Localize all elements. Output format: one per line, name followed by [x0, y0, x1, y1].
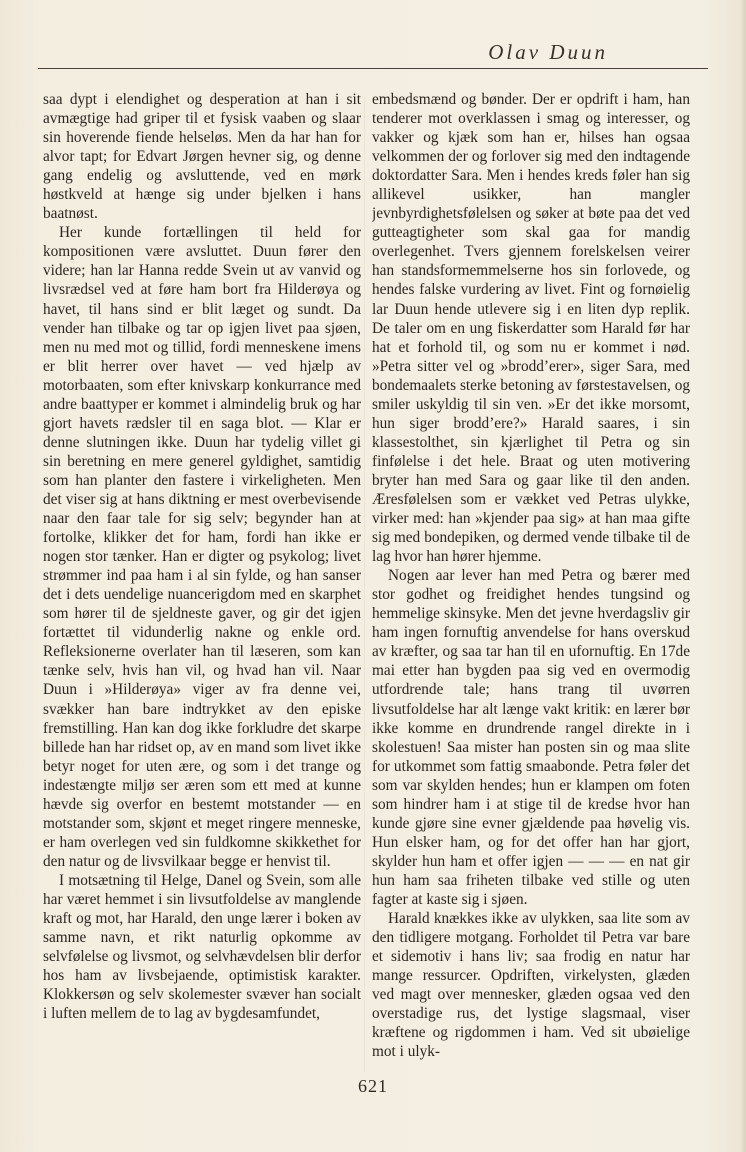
page-number: 621 [358, 1076, 388, 1096]
paragraph: Nogen aar lever han med Petra og bærer med stor godhet og freidighet hendes tungsind og hemmelige skinsyke. Men det jevne hverdagsliv gir ham ingen fornuftig anvendelse for hans overskud av kræfter, og saa tar han til en ufornuftig. En 17de mai etter han bygden paa sig ved en overmodig utfordrende tale; hans trang til uvørren livsutfoldelse har alt længe vakt kritik: en lærer bør ikke komme en drundrende rangel direkte in i skolestuen! Saa mister han posten sin og maa slite for utkommet som fattig smaabonde. Petra føler det som var skylden hendes; hun er klampen om foten som hindrer ham i at stige til de kredse hvor han kunde gjøre sine evner gjældende paa høvelig vis. Hun elsker ham, og for det offer han har gjort, skylder hun ham et offer igjen — — — en nat gir hun ham saa friheten tilbake ved stille og uten fagter at kaste sig i sjøen. [372, 567, 690, 908]
page-edge-shadow [740, 0, 746, 1152]
paragraph: Harald knækkes ikke av ulykken, saa lite som av den tidligere motgang. Forholdet til Petra var bare et sidemotiv i hans liv; saa frodig en natur har mange ressurcer. Opdriften, virkelysten, glæden ved magt over mennesker, glæden ogsaa ved den overstadige rus, det lystige slagsmaal, viser kræftene og rigdommen i ham. Ved sit ubøielige mot i ulyk- [372, 910, 690, 1061]
header-rule [38, 68, 708, 69]
running-title: Olav Duun [488, 40, 608, 64]
paragraph: I motsætning til Helge, Danel og Svein, som alle har været hemmet i sin livsutfoldelse av manglende kraft og mot, har Harald, den unge lærer i boken av samme navn, et rikt naturlig opkomme av selvfølelse og livsmot, og selvhævdelsen blir derfor hos ham av livsbejaende, optimistisk karakter. Klokkersøn og selv skolemester svæver han socialt i luften mellem de to lag av bygdesamfundet, [43, 871, 361, 1023]
paragraph: saa dypt i elendighet og desperation at han i sit avmægtige had griper til et fysisk vaaben og slaar sin hoverende fiende helseløs. Men da har han for alvor tapt; for Edvart Jørgen hevner sig, og denne gang endelig og avsluttende, ved en mørk høstkveld at hænge sig under bjelken i hans baatnøst. [43, 91, 361, 223]
right-column [372, 90, 690, 1078]
running-header [38, 40, 708, 70]
left-column [43, 90, 361, 1078]
paragraph: Her kunde fortællingen til held for kompositionen være avsluttet. Duun fører den videre; han lar Hanna redde Svein ut av vanvid og livsrædsel ved at føre ham bort fra Hilderøya og havet, til hans sind er blit læget og sundt. Da vender han tilbake og tar op igjen livet paa sjøen, men nu med mot og tillid, fordi menneskene imens er blit herrer over havet — ved hjælp av motorbaaten, som efter knivskarp konkurrance med andre baattyper er kommet i almindelig bruk og har gjort havets rædsler til en saga blot. — Klar er denne slutningen ikke. Duun har tydelig villet gi sin beretning en mere generel gyldighet, samtidig som han planter den fastere i virkeligheten. Men det viser sig at hans diktning er mest overbevisende naar den faar tale for sig selv; begynder han at fortolke, klikker det for ham, fordi han ikke er nogen stor tænker. Han er digter og psykolog; livet strømmer ind paa ham i al sin fylde, og han sanser det i dets uendelige nuancerigdom med en skarphet som hører til de sjeldneste gaver, og gir det igjen fortættet til vidunderlig nakne og enkle ord. Refleksionerne overlater han til læseren, som kan tænke selv, hvis han vil, og hvad han vil. Naar Duun i »Hilderøya» viger av fra denne vei, svækker han bare indtrykket av den episke fremstilling. Han kan dog ikke forkludre det skarpe billede han har ridset op, av en mand som livet ikke betyr noget for uten ære, og som i det trange og indestængte miljø ser æren som ett med at kunne hævde sig overfor en bestemt motstander — en motstander som, skjønt et meget ringere menneske, er ham overlegen ved sin fuldkomne skikkethet for den natur og de livsvilkaar begge er henvist til. [43, 224, 361, 870]
column-gutter [364, 96, 365, 1072]
paragraph: embedsmænd og bønder. Der er opdrift i ham, han tenderer mot overklassen i smag og interesser, og vakker og kjæk som han er, hilses han ogsaa velkommen der og forlover sig med den indtagende doktordatter Sara. Men i hendes kreds føler han sig allikevel usikker, han mangler jevnbyrdighetsfølelsen og søker at bøte paa det ved gutteagtigheter som skal gaa for mandig overlegenhet. Tvers gjennem forelskelsen veirer han standsformemmelserne hos sin forlovede, og hendes falske vurdering av livet. Fint og fornøielig lar Duun hende utlevere sig i en liten dyp replik. De taler om en ung fiskerdatter som Harald før har hat et forhold til, og som nu er kommet i nød. »Petra sitter vel og »brodd’erer», siger Sara, med bondemaalets sterke betoning av førstestavelsen, og smiler uskyldig til sin ven. »Er det ikke morsomt, hun siger brodd’ere?» Harald saares, i sin klassestolthet, sin kjærlighet til Petra og sin finfølelse i det hele. Braat og uten motivering bryter han med Sara og gaar like til den anden. Æresfølelsen som er vækket ved Petras ulykke, virker med: han »kjender paa sig» at han maa gifte sig med bondepiken, og dermed vende tilbake til de lag hvor han hører hjemme. [372, 91, 690, 566]
